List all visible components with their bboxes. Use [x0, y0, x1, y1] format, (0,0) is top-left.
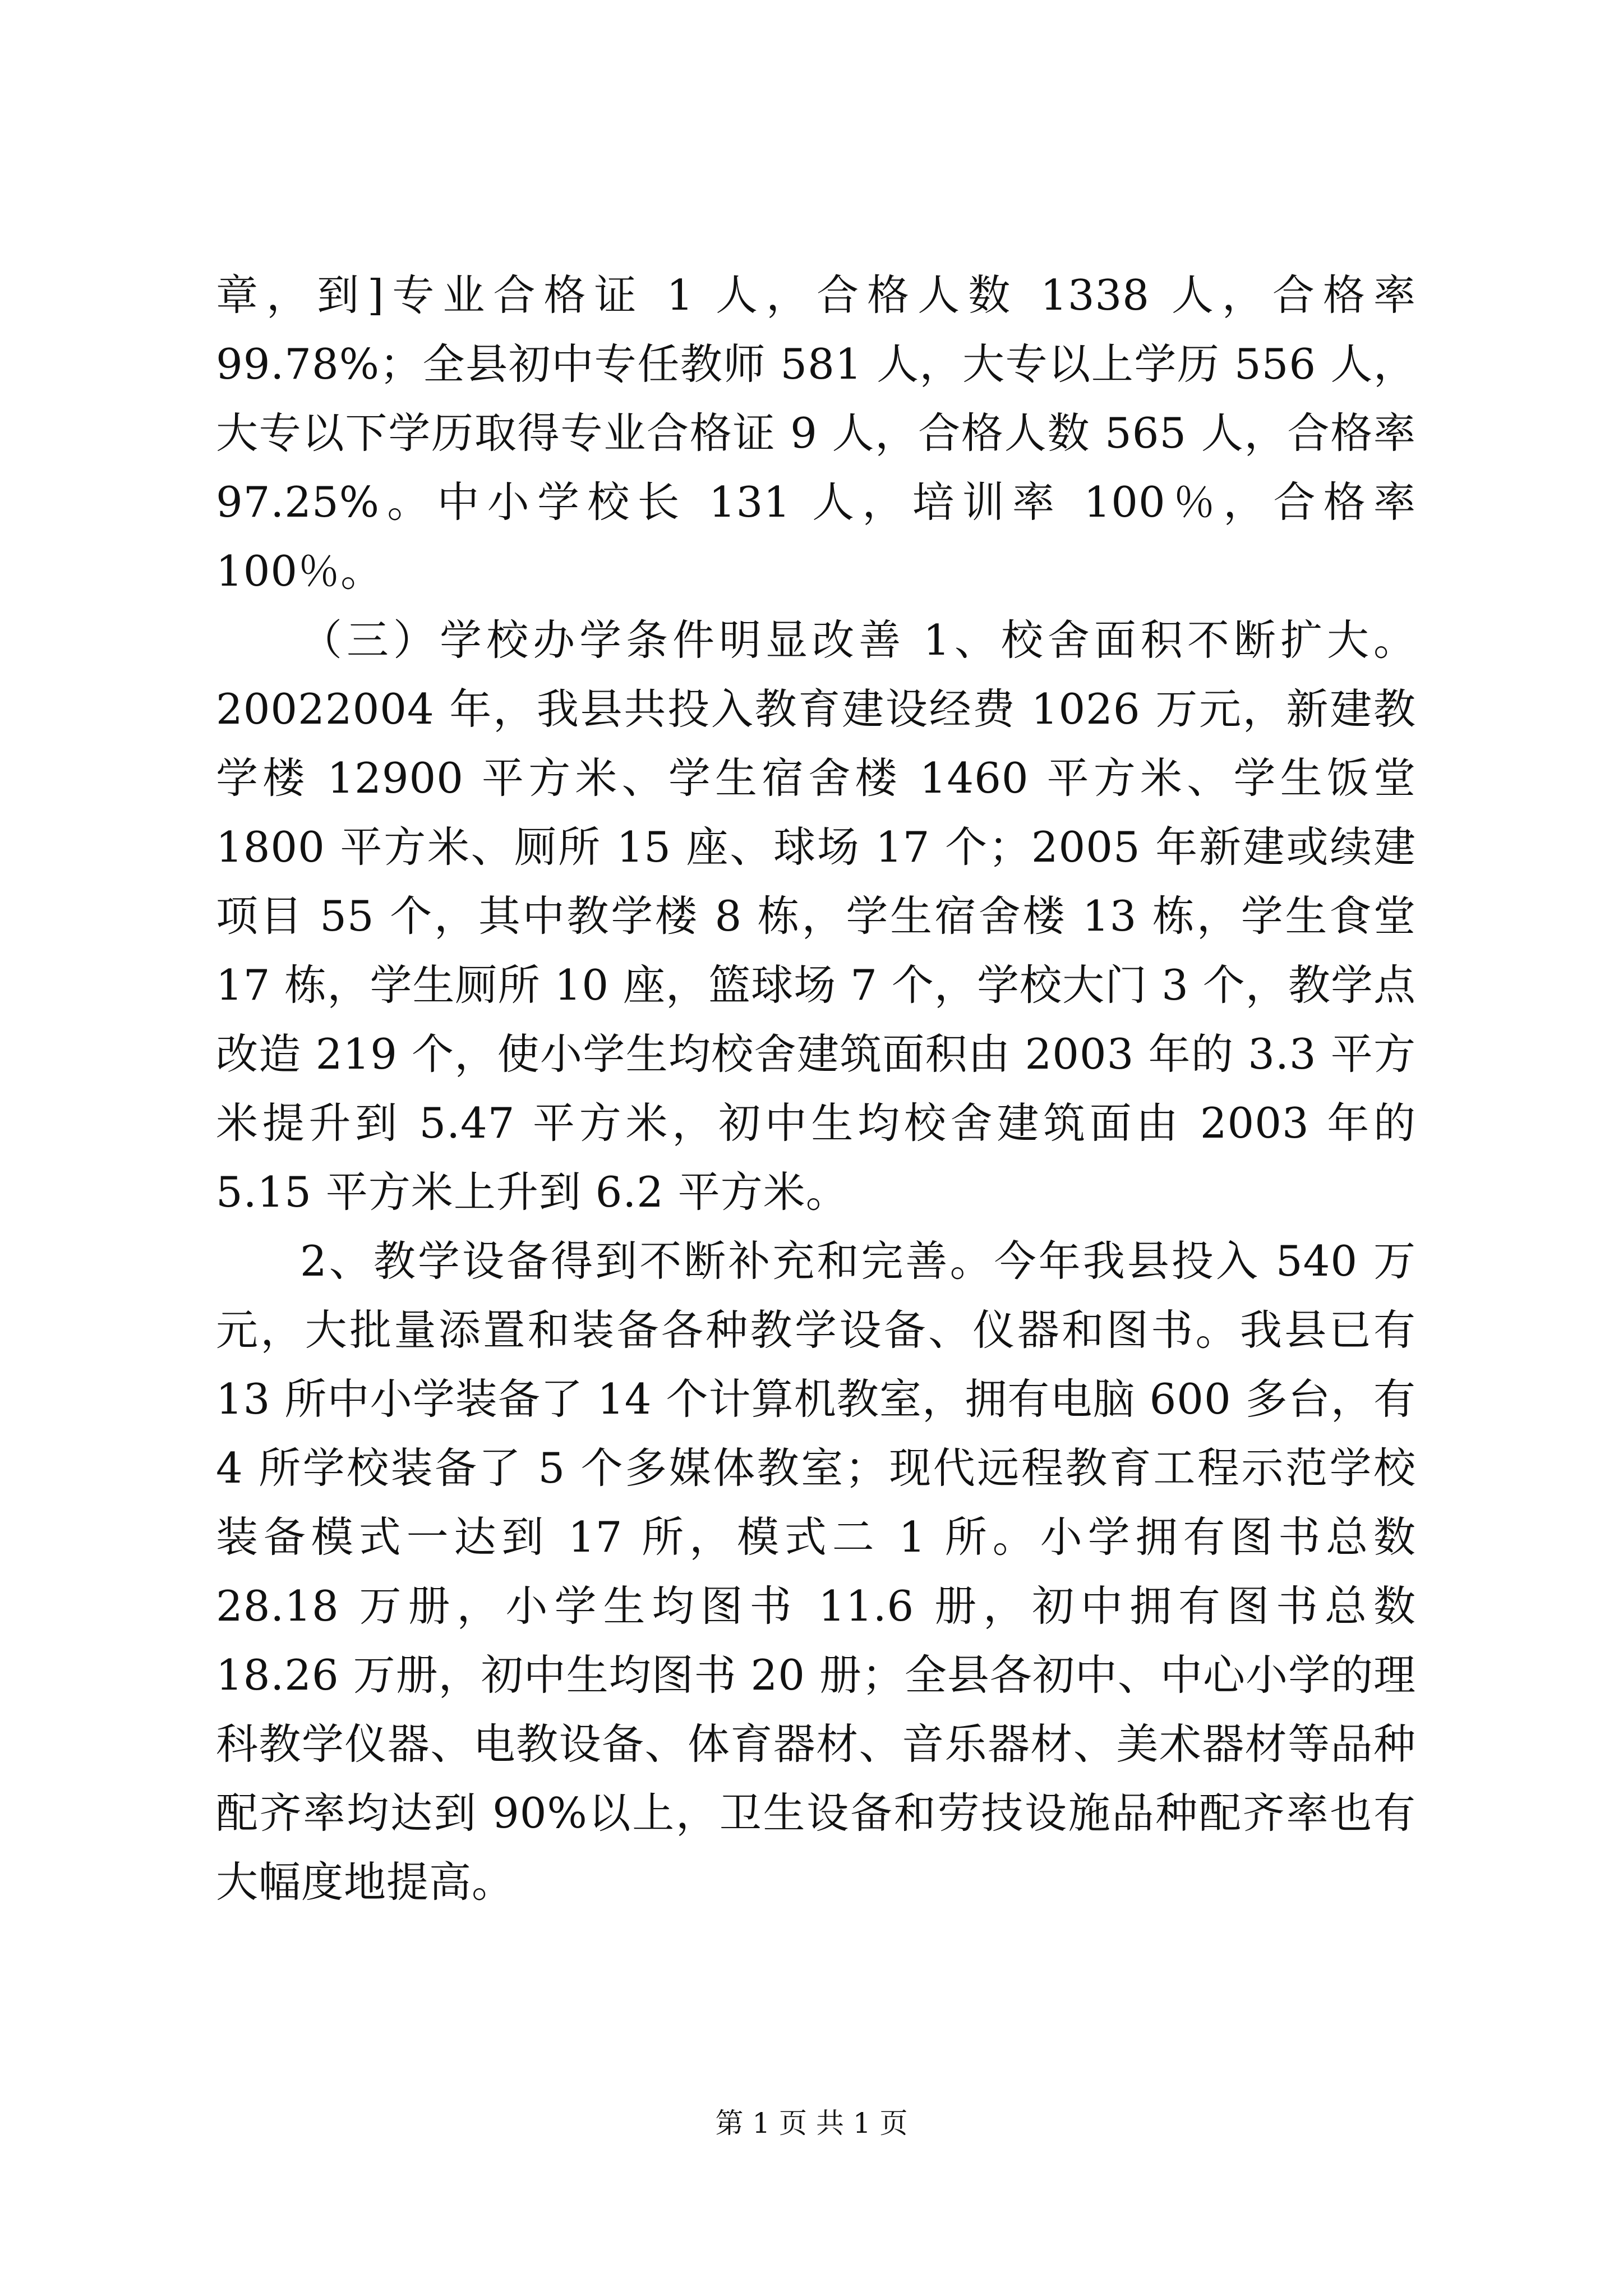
- page-footer: 第 1 页 共 1 页: [715, 2107, 908, 2139]
- paragraph-teaching-equipment: 2、教学设备得到不断补充和完善。今年我县投入 540 万元，大批量添置和装备各种教学设备、仪器和图书。我县已有 13 所中小学装备了 14 个计算机教室，拥有电脑 600 多台，有 4 所学校装备了 5 个多媒体教室；现代远程教育工程示范学校装备模式一达到 17 所，模式二 1 所。小学拥有图书总数 28.18 万册，小学生均图书 11.6 册，初中拥有图书总数 18.26 万册，初中生均图书 20 册；全县各初中、中心小学的理科教学仪器、电教设备、体育器材、音乐器材、美术器材等品种配齐率均达到 90%以上，卫生设备和劳技设施品种配齐率也有大幅度地提高。: [216, 1236, 1416, 1907]
- document-body: [216, 261, 1416, 1917]
- paragraph-teacher-qualification: 章，到]专业合格证 1 人，合格人数 1338 人，合格率 99.78%；全县初中专任教师 581 人，大专以上学历 556 人，大专以下学历取得专业合格证 9 人，合格人数 565 人，合格率 97.25%。中小学校长 131 人，培训率 100％，合格率 100％。: [216, 270, 1416, 596]
- paragraph-school-buildings: （三）学校办学条件明显改善 1、校舍面积不断扩大。20022004 年，我县共投入教育建设经费 1026 万元，新建教学楼 12900 平方米、学生宿舍楼 1460 平方米、学生饭堂 1800 平方米、厕所 15 座、球场 17 个；2005 年新建或续建项目 55 个，其中教学楼 8 栋，学生宿舍楼 13 栋，学生食堂 17 栋，学生厕所 10 座，篮球场 7 个，学校大门 3 个，教学点改造 219 个，使小学生均校舍建筑面积由 2003 年的 3.3 平方米提升到 5.47 平方米，初中生均校舍建筑面由 2003 年的 5.15 平方米上升到 6.2 平方米。: [216, 615, 1416, 1217]
